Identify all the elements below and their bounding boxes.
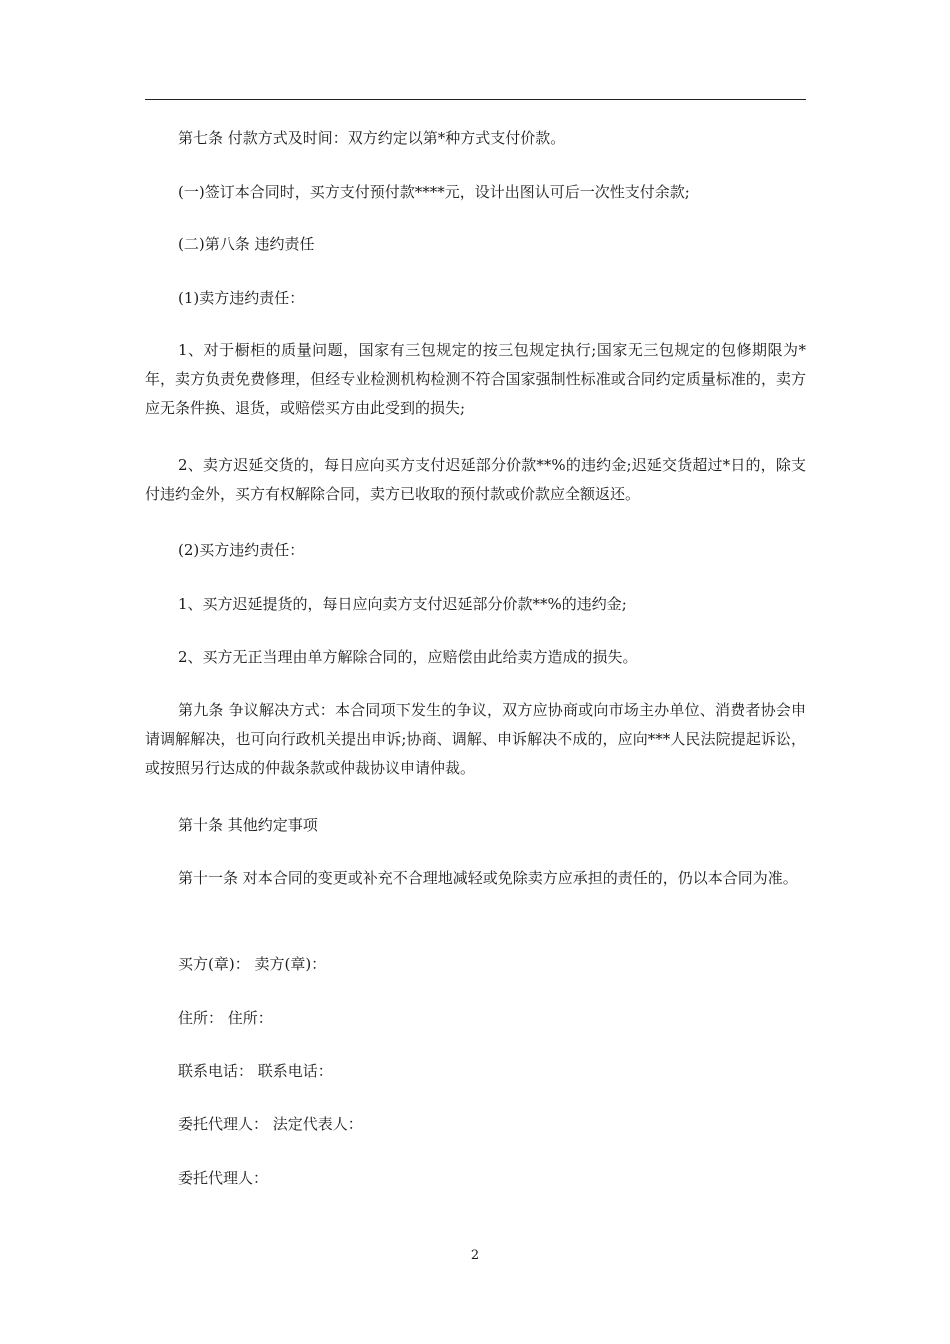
- page-number: 2: [470, 1248, 480, 1263]
- article-11-amendment: 第十一条 对本合同的变更或补充不合理地减轻或免除卖方应承担的责任的，仍以本合同为准。: [178, 869, 798, 887]
- seller-liability-item-2: 2、卖方迟延交货的，每日应向买方支付迟延部分价款**%的违约金;迟延交货超过*日的，除支付违约金外，买方有权解除合同，卖方已收取的预付款或价款应全额返还。: [145, 456, 806, 503]
- article-7-payment: 第七条 付款方式及时间：双方约定以第*种方式支付价款。: [178, 129, 566, 147]
- signature-agent: 委托代理人：: [178, 1169, 269, 1187]
- article-10-other: 第十条 其他约定事项: [178, 816, 318, 834]
- article-9-dispute: 第九条 争议解决方式：本合同项下发生的争议，双方应协商或向市场主办单位、消费者协会申请调解解决，也可向行政机关提出申诉;协商、调解、申诉解决不成的，应向***人民法院提起诉讼，或按照另行达成的仲裁条款或仲裁协议申请仲裁。: [145, 701, 806, 777]
- signature-phone: 联系电话： 联系电话：: [178, 1062, 333, 1080]
- seller-liability-heading: (1)卖方违约责任：: [178, 289, 305, 307]
- buyer-liability-item-1: 1、买方迟延提货的，每日应向卖方支付迟延部分价款**%的违约金;: [178, 595, 627, 613]
- buyer-liability-heading: (2)买方违约责任：: [178, 541, 305, 559]
- signature-address: 住所： 住所：: [178, 1009, 273, 1027]
- buyer-liability-item-2: 2、买方无正当理由单方解除合同的，应赔偿由此给卖方造成的损失。: [178, 648, 638, 666]
- seller-liability-item-1: 1、对于橱柜的质量问题，国家有三包规定的按三包规定执行;国家无三包规定的包修期限为*年，卖方负责免费修理，但经专业检测机构检测不符合国家强制性标准或合同约定质量标准的，卖方应无条件换、退货，或赔偿买方由此受到的损失;: [145, 341, 806, 417]
- signature-parties: 买方(章)： 卖方(章)：: [178, 955, 327, 973]
- payment-item-1: (一)签订本合同时，买方支付预付款****元，设计出图认可后一次性支付余款;: [178, 183, 690, 201]
- header-rule: [145, 99, 806, 100]
- article-8-heading: (二)第八条 违约责任: [178, 235, 315, 253]
- signature-agent-representative: 委托代理人： 法定代表人：: [178, 1115, 363, 1133]
